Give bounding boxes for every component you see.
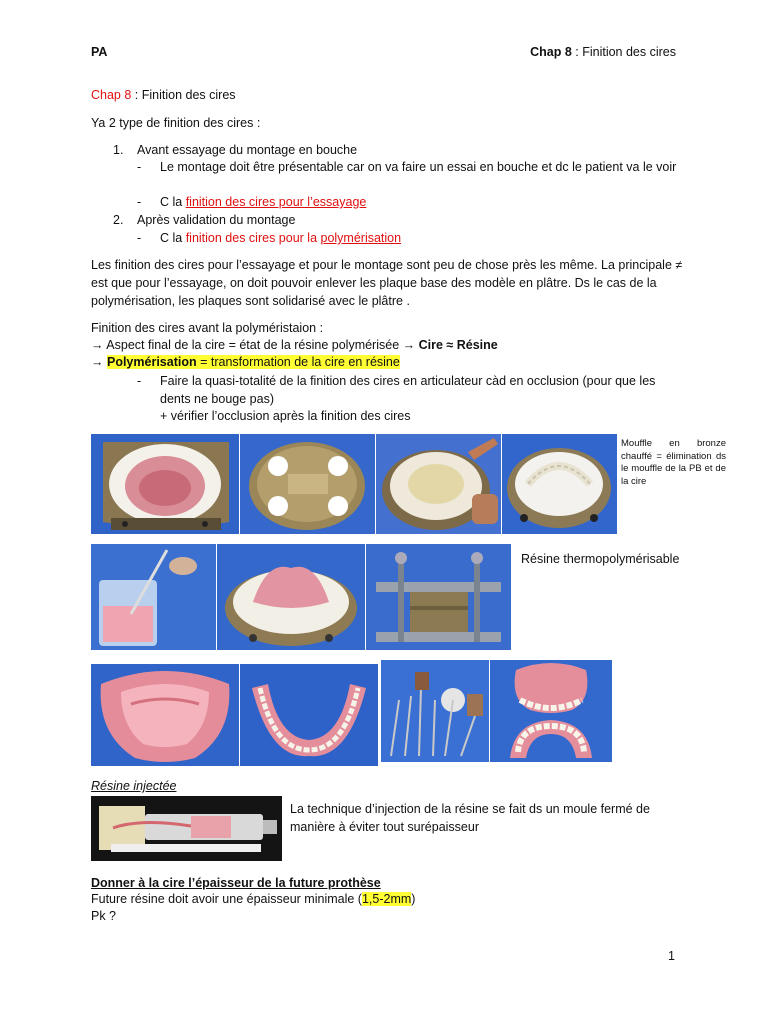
mouffle-caption: Mouffle en bronze chauffé = élimination ds le mouffle de la PB et de la cire [621, 438, 726, 487]
paragraph-text: Les finition des cires pour l’essayage et pour le montage sont peu de chose près les même. La principale ≠ est que pour l’essayage, on doit pouvoir enlever les plaque base des modèle en plâtre. Ds le cas de la polymérisation, les plaques sont solidarisé avec le plâtre . [91, 258, 683, 308]
finition-essayage-highlight: finition des cires pour l’essayage [185, 195, 367, 209]
header-chap-rest: : Finition des cires [571, 45, 676, 59]
epaisseur-close: ) [411, 892, 416, 906]
list-num-2: 2. [113, 213, 124, 227]
polishing-burs-photo [381, 660, 489, 762]
finished-mandibular-denture-photo [240, 664, 378, 766]
list-item-2: Après validation du montage [137, 213, 296, 227]
epaisseur-line [91, 891, 415, 907]
title-chap: Chap 8 [91, 88, 132, 102]
list-num-1: 1. [113, 143, 124, 157]
complete-dentures-photo [490, 660, 612, 762]
resin-dough-in-flask-photo [217, 544, 365, 650]
page-number: 1 [668, 949, 675, 963]
list-item-2-sub-1 [160, 230, 401, 246]
finished-palate-photo [91, 664, 239, 766]
section-sub-1: Faire la quasi-totalité de la finition des cires en articulateur càd en occlusion (pour que les dents ne bouge pas) [160, 374, 656, 406]
sub-prefix: C la [160, 231, 186, 245]
finition-polymerisation-underlined: polymérisation [320, 231, 402, 245]
dash: - [137, 231, 142, 245]
aspect-text: → Aspect final de la cire = état de la résine polymérisée → [91, 338, 419, 352]
epaisseur-value: 1,5-2mm [361, 892, 412, 906]
arrow: → [91, 355, 107, 369]
flask-press-clamp-photo [366, 544, 511, 650]
flask-open-teeth-photo [502, 434, 617, 534]
resin-mixing-glass-photo [91, 544, 216, 650]
polymerisation-highlight [107, 355, 400, 369]
injection-syringe-device-photo [91, 796, 282, 861]
section-heading: Finition des cires avant la polyméristaion : [91, 321, 324, 335]
dash: - [137, 374, 142, 388]
injection-caption: La technique d’injection de la résine se fait ds un moule fermé de manière à éviter tout surépaisseur [290, 802, 650, 834]
flask-lid-photo [240, 434, 375, 534]
pk-question: Pk ? [91, 909, 117, 923]
thermo-caption: Résine thermopolymérisable [521, 552, 680, 566]
dash: - [137, 160, 142, 174]
aspect-line [91, 337, 498, 353]
polymerisation-line [91, 354, 400, 370]
section-sub-2: + vérifier l’occlusion après la finition des cires [160, 409, 411, 423]
dash: - [137, 195, 142, 209]
epaisseur-heading: Donner à la cire l’épaisseur de la future prothèse [91, 876, 381, 890]
header-left: PA [91, 45, 108, 59]
polymerisation-bold: Polymérisation [106, 355, 197, 369]
sub-prefix: C la [160, 195, 186, 209]
flask-plaster-model-photo [376, 434, 501, 534]
page-title [91, 87, 236, 103]
list-item-1-sub-2 [160, 194, 366, 210]
title-rest: : Finition des cires [131, 88, 236, 102]
epaisseur-text: Future résine doit avoir une épaisseur minimale ( [91, 892, 362, 906]
header-chap: Chap 8 [530, 45, 572, 59]
finition-polymerisation-red: finition des cires pour la [185, 231, 321, 245]
intro-text: Ya 2 type de finition des cires : [91, 116, 261, 130]
list-item-1-sub-1: Le montage doit être présentable car on va faire un essai en bouche et dc le patient va le voir [160, 160, 677, 174]
cire-resine-text: Cire ≈ Résine [418, 338, 498, 352]
injectee-title: Résine injectée [91, 779, 177, 793]
header-right [530, 44, 676, 60]
polymerisation-def: = transformation de la cire en résine [196, 355, 400, 369]
list-item-1: Avant essayage du montage en bouche [137, 143, 358, 157]
flask-with-wax-denture-photo [91, 434, 239, 534]
